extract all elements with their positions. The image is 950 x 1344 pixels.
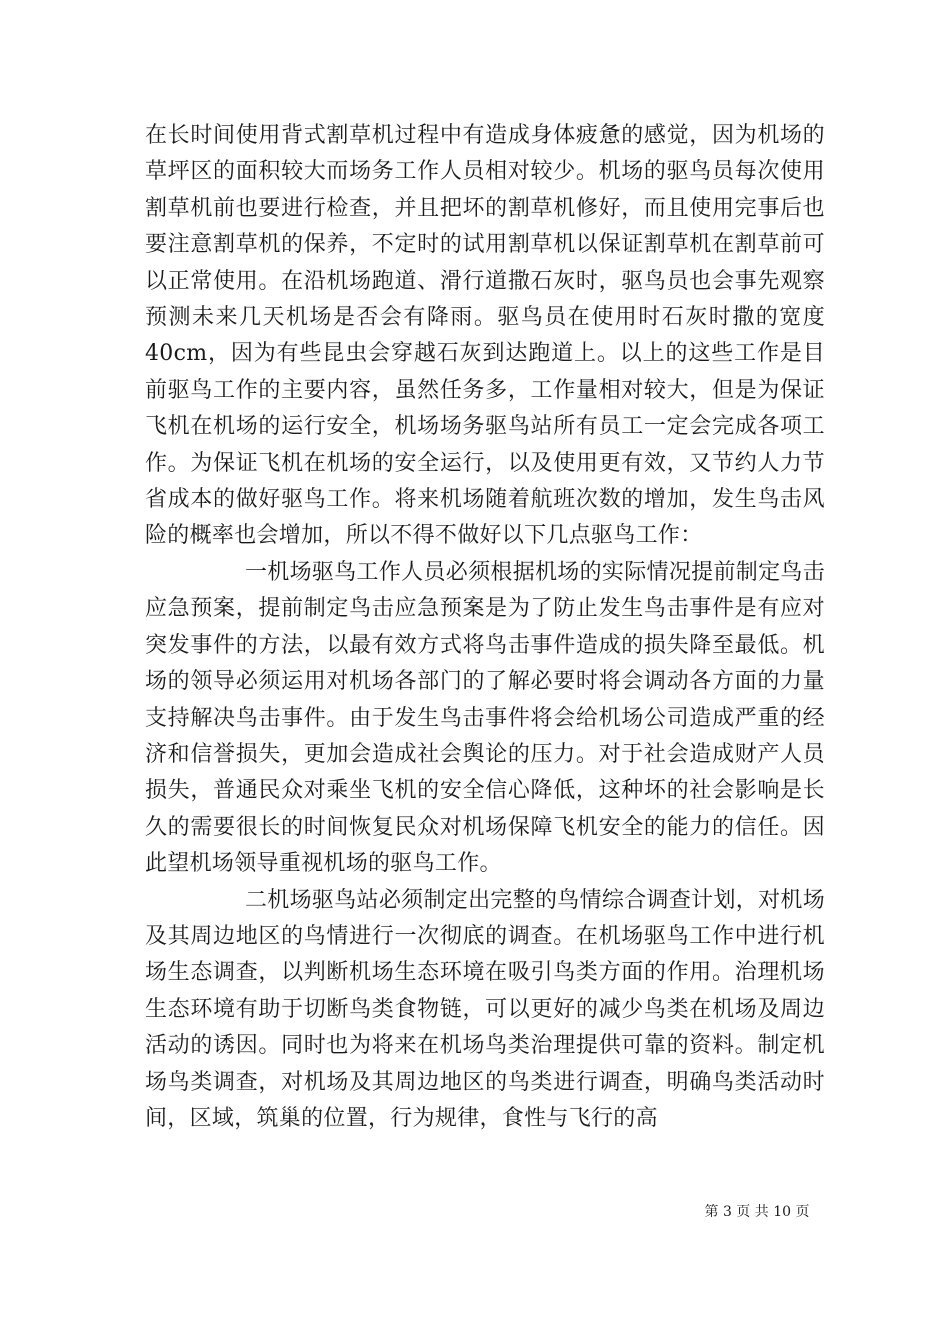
- page-number: 第 3 页 共 10 页: [704, 1204, 810, 1220]
- paragraph-emergency-plan: 一机场驱鸟工作人员必须根据机场的实际情况提前制定鸟击应急预案，提前制定鸟击应急预案是为了防止发生鸟击事件是有应对突发事件的方法，以最有效方式将鸟击事件造成的损失降至最低。机场的领导必须运用对机场各部门的了解必要时将会调动各方面的力量支持解决鸟击事件。由于发生鸟击事件将会给机场公司造成严重的经济和信誉损失，更加会造成社会舆论的压力。对于社会造成财产人员损失，普通民众对乘坐飞机的安全信心降低，这种坏的社会影响是长久的需要很长的时间恢复民众对机场保障飞机安全的能力的信任。因此望机场领导重视机场的驱鸟工作。: [145, 559, 825, 877]
- paragraph-bird-survey: 二机场驱鸟站必须制定出完整的鸟情综合调查计划，对机场及其周边地区的鸟情进行一次彻底的调查。在机场驱鸟工作中进行机场生态调查，以判断机场生态环境在吸引鸟类方面的作用。治理机场生态环境有助于切断鸟类食物链，可以更好的减少鸟类在机场及周边活动的诱因。同时也为将来在机场鸟类治理提供可靠的资料。制定机场鸟类调查，对机场及其周边地区的鸟类进行调查，明确鸟类活动时间，区域，筑巢的位置，行为规律，食性与飞行的高: [145, 887, 825, 1131]
- page-footer: [0, 1203, 950, 1221]
- paragraph-continuation: 在长时间使用背式割草机过程中有造成身体疲惫的感觉，因为机场的草坪区的面积较大而场务工作人员相对较少。机场的驱鸟员每次使用割草机前也要进行检查，并且把坏的割草机修好，而且使用完事后也要注意割草机的保养，不定时的试用割草机以保证割草机在割草前可以正常使用。在沿机场跑道、滑行道撒石灰时，驱鸟员也会事先观察预测未来几天机场是否会有降雨。驱鸟员在使用时石灰时撒的宽度40cm，因为有些昆虫会穿越石灰到达跑道上。以上的这些工作是目前驱鸟工作的主要内容，虽然任务多，工作量相对较大，但是为保证飞机在机场的运行安全，机场场务驱鸟站所有员工一定会完成各项工作。为保证飞机在机场的安全运行，以及使用更有效，又节约人力节省成本的做好驱鸟工作。将来机场随着航班次数的增加，发生鸟击风险的概率也会增加，所以不得不做好以下几点驱鸟工作：: [145, 123, 825, 549]
- document-body: [145, 118, 825, 1137]
